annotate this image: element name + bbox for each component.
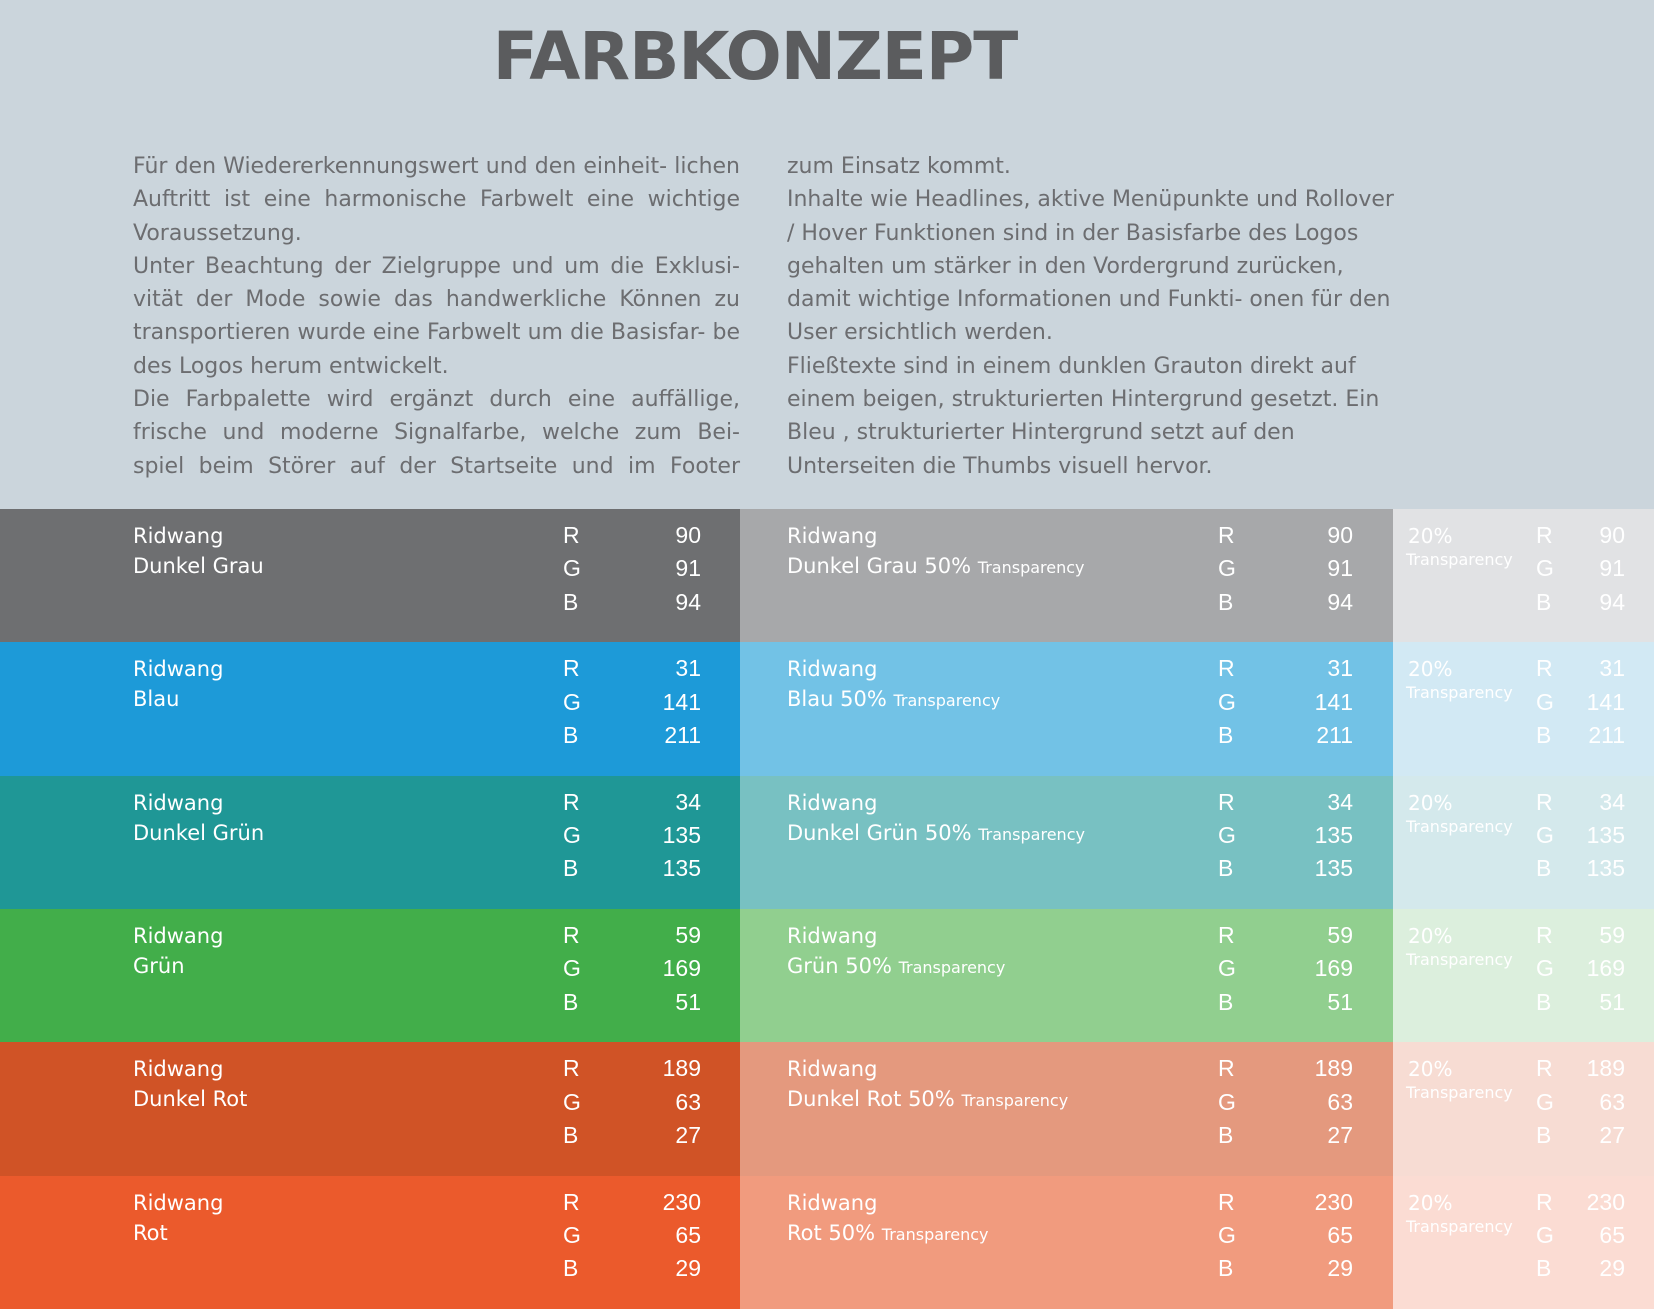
twenty-label: 20% [1408,923,1453,948]
swatch-name [133,654,223,714]
swatch-full [0,776,740,909]
g-label: G [1218,821,1236,848]
half-label: 50% [924,820,972,845]
b-value: 135 [1314,855,1353,882]
b-label: B [563,855,579,882]
r-label: R [1218,522,1235,548]
color-row [0,509,1654,642]
intro-right-column [787,150,1397,483]
rgb-values [1536,786,1625,886]
g-label: G [563,955,581,982]
rgb-values [1536,1052,1625,1152]
b-label: B [1218,1255,1234,1282]
twenty-label: 20% [1408,1190,1453,1215]
b-label: B [1218,721,1234,748]
g-label: G [563,1088,581,1115]
swatch-20-percent [1393,1176,1654,1309]
swatch-50-percent [740,1176,1393,1309]
brand-label: Ridwang [133,524,224,548]
r-value: 59 [1599,921,1625,948]
transparency-label: Transparency [881,1224,989,1244]
b-label: B [1218,855,1234,882]
color-name: Dunkel Rot [133,1087,248,1112]
b-value: 94 [675,588,701,615]
intro-left-column [133,150,740,483]
b-value: 29 [1599,1255,1625,1282]
b-value: 211 [1316,721,1353,748]
half-label: 50% [908,1087,955,1112]
color-row [0,1042,1654,1175]
swatch-name [787,1054,1068,1116]
g-value: 63 [1599,1088,1625,1115]
g-label: G [563,821,581,848]
g-value: 91 [1327,555,1353,582]
r-label: R [1536,921,1553,948]
swatch-name [787,1188,989,1250]
swatch-full [0,1042,740,1175]
g-label: G [1218,555,1236,582]
brand-label: Ridwang [787,1190,878,1215]
color-name: Dunkel Grau [133,554,264,578]
b-label: B [1536,1121,1552,1148]
b-value: 51 [1599,988,1625,1015]
r-label: R [1218,921,1235,948]
b-label: B [563,988,579,1015]
color-row [0,1176,1654,1309]
color-name: Grün [787,953,839,978]
brand-label: Ridwang [787,1057,878,1082]
r-label: R [1218,1188,1235,1215]
r-label: R [563,522,580,548]
swatch-full [0,909,740,1042]
page-title: FARBKONZEPT [492,18,1018,95]
b-label: B [1536,1255,1552,1282]
g-value: 169 [662,955,701,982]
transparency-label: Transparency [1406,949,1513,969]
g-value: 141 [1314,688,1353,715]
g-value: 141 [1586,688,1625,715]
b-label: B [563,1255,579,1282]
r-label: R [1218,1055,1235,1082]
g-label: G [1536,1088,1554,1115]
color-name: Grün [133,953,185,978]
brand-label: Ridwang [787,790,878,815]
rgb-values [1218,519,1353,619]
rgb-values [1218,652,1353,752]
rgb-values [1218,919,1353,1019]
color-name: Dunkel Grün [787,820,919,845]
b-label: B [563,1121,579,1148]
swatch-50-percent [740,909,1393,1042]
r-value: 34 [1599,788,1625,815]
rgb-values [563,1186,701,1286]
b-label: B [1218,1121,1234,1148]
b-label: B [563,588,579,615]
r-value: 230 [1586,1188,1625,1215]
r-value: 59 [675,921,701,948]
r-label: R [1218,655,1235,682]
b-value: 29 [675,1255,701,1282]
swatch-50-percent [740,642,1393,775]
b-value: 211 [1588,721,1625,748]
color-name: Dunkel Grau [787,554,918,578]
rgb-values [1536,652,1625,752]
transparency-label: Transparency [1406,816,1513,836]
b-value: 94 [1327,588,1353,615]
transparency-label: Transparency [1406,550,1513,569]
swatch-name [133,1188,223,1248]
transparency-label: Transparency [893,691,1001,711]
g-label: G [1218,955,1236,982]
brand-label: Ridwang [787,657,878,682]
r-label: R [563,1055,580,1082]
rgb-values [1218,786,1353,886]
g-value: 91 [1599,555,1625,582]
g-label: G [1536,821,1554,848]
twenty-label: 20% [1408,657,1453,682]
swatch-name [133,521,264,581]
g-label: G [1536,555,1554,582]
b-value: 94 [1599,588,1625,615]
brand-label: Ridwang [133,923,224,948]
g-value: 65 [1599,1221,1625,1248]
swatch-name [787,788,1085,850]
intro-paragraph: Die Farbpalette wird ergänzt durch eine auffällige, frische und moderne Signalfarbe, welche zum Bei- spiel beim Störer auf der Startseite und im Footer [133,387,740,479]
r-label: R [1536,1055,1553,1082]
brand-label: Ridwang [133,1057,224,1082]
intro-paragraph: Unter Beachtung der Zielgruppe und um die Exklusi- vität der Mode sowie das handwerkliche Können zu transportieren wurde eine Farbwelt um die Basisfar- be des Logos herum entwickelt. [133,253,740,379]
swatch-20-percent [1393,909,1654,1042]
swatch-20-percent [1393,1042,1654,1175]
rgb-values [563,919,701,1019]
r-value: 189 [1314,1055,1353,1082]
swatch-20-percent [1393,642,1654,775]
half-label: 50% [924,554,972,578]
b-label: B [1218,988,1234,1015]
transparency-label: Transparency [1406,1216,1513,1236]
g-label: G [1218,1221,1236,1248]
rgb-values [1218,1052,1353,1152]
r-value: 34 [1327,788,1353,815]
rgb-values [1218,1186,1353,1286]
swatch-50-percent [740,1042,1393,1175]
intro-paragraph: zum Einsatz kommt. [787,154,1011,179]
twenty-label: 20% [1408,790,1453,815]
r-label: R [1536,522,1553,548]
brand-label: Ridwang [133,1190,224,1215]
rgb-values [563,519,701,619]
g-label: G [1218,1088,1236,1115]
swatch-50-percent [740,776,1393,909]
b-label: B [1218,588,1234,615]
swatch-name [787,921,1005,983]
color-row [0,642,1654,775]
r-label: R [563,788,580,815]
b-value: 27 [675,1121,701,1148]
g-value: 169 [1314,955,1353,982]
brand-label: Ridwang [787,923,878,948]
color-swatch-table [0,509,1654,1309]
r-value: 31 [1599,655,1625,682]
half-label: 50% [845,953,892,978]
g-value: 135 [662,821,701,848]
color-name: Blau [133,687,180,712]
r-value: 90 [1599,522,1625,548]
half-label: 50% [840,687,887,712]
swatch-name [787,521,1085,583]
intro-paragraph: Inhalte wie Headlines, aktive Menüpunkte und Rollover / Hover Funktionen sind in der Basisfarbe des Logos gehalten um stärker in den Vordergrund zurücken, damit wichtige Informationen und Funkti- onen für den User ersichtlich werden. [787,187,1394,346]
r-label: R [1536,655,1553,682]
r-value: 230 [1314,1188,1353,1215]
swatch-name [133,788,264,848]
g-label: G [1218,688,1236,715]
g-label: G [1536,688,1554,715]
swatch-full [0,1176,740,1309]
brand-label: Ridwang [133,790,224,815]
transparency-label: Transparency [1406,1083,1513,1103]
g-value: 135 [1586,821,1625,848]
b-label: B [1536,855,1552,882]
b-value: 51 [675,988,701,1015]
r-value: 189 [662,1055,701,1082]
g-value: 65 [675,1221,701,1248]
r-value: 230 [662,1188,701,1215]
b-value: 51 [1327,988,1353,1015]
transparency-label: Transparency [978,824,1085,844]
intro-paragraph: Fließtexte sind in einem dunklen Grauton direkt auf einem beigen, strukturierten Hintergrund gesetzt. Ein Bleu , strukturierter Hintergrund setzt auf den Unterseiten die Thumbs visuell hervor. [787,353,1380,479]
color-name: Rot [133,1220,168,1245]
r-value: 189 [1586,1055,1625,1082]
brand-label: Ridwang [787,524,878,548]
rgb-values [563,652,701,752]
r-value: 59 [1327,921,1353,948]
transparency-label: Transparency [977,558,1085,577]
half-label: 50% [828,1220,876,1245]
b-value: 29 [1327,1255,1353,1282]
transparency-label: Transparency [961,1091,1069,1111]
rgb-values [563,786,701,886]
g-label: G [1536,1221,1554,1248]
g-value: 135 [1314,821,1353,848]
b-label: B [1536,588,1552,615]
rgb-values [1536,519,1625,619]
g-value: 63 [1327,1088,1353,1115]
g-value: 169 [1586,955,1625,982]
intro-paragraph: Für den Wiedererkennungswert und den einheit- lichen Auftritt ist eine harmonische Farbwelt eine wichtige Voraussetzung. [133,154,740,246]
r-value: 34 [675,788,701,815]
swatch-name [133,1054,247,1114]
b-label: B [1536,721,1552,748]
rgb-values [563,1052,701,1152]
b-value: 211 [664,721,701,748]
r-label: R [1536,788,1553,815]
color-row [0,909,1654,1042]
b-label: B [1536,988,1552,1015]
transparency-label: Transparency [898,957,1006,977]
twenty-label: 20% [1408,1057,1453,1082]
b-label: B [563,721,579,748]
swatch-20-percent [1393,776,1654,909]
color-name: Blau [787,687,834,712]
color-name: Dunkel Rot [787,1087,902,1112]
swatch-full [0,642,740,775]
r-label: R [1536,1188,1553,1215]
brand-label: Ridwang [133,657,224,682]
r-value: 31 [675,655,701,682]
r-value: 90 [675,522,701,548]
g-label: G [563,688,581,715]
rgb-values [1536,1186,1625,1286]
g-value: 141 [662,688,701,715]
g-value: 63 [675,1088,701,1115]
r-label: R [563,655,580,682]
g-value: 65 [1327,1221,1353,1248]
g-label: G [563,555,581,582]
g-value: 91 [675,555,701,582]
r-label: R [563,921,580,948]
swatch-name [133,921,223,981]
swatch-name [787,654,1000,716]
rgb-values [1536,919,1625,1019]
color-name: Rot [787,1220,822,1245]
b-value: 135 [1586,855,1625,882]
r-label: R [563,1188,580,1215]
swatch-50-percent [740,509,1393,642]
b-value: 135 [662,855,701,882]
g-label: G [563,1221,581,1248]
r-value: 90 [1327,522,1353,548]
twenty-label: 20% [1408,524,1453,548]
swatch-20-percent [1393,509,1654,642]
r-label: R [1218,788,1235,815]
g-label: G [1536,955,1554,982]
r-value: 31 [1327,655,1353,682]
color-name: Dunkel Grün [133,820,265,845]
color-row [0,776,1654,909]
b-value: 27 [1599,1121,1625,1148]
swatch-full [0,509,740,642]
b-value: 27 [1327,1121,1353,1148]
transparency-label: Transparency [1406,683,1513,703]
